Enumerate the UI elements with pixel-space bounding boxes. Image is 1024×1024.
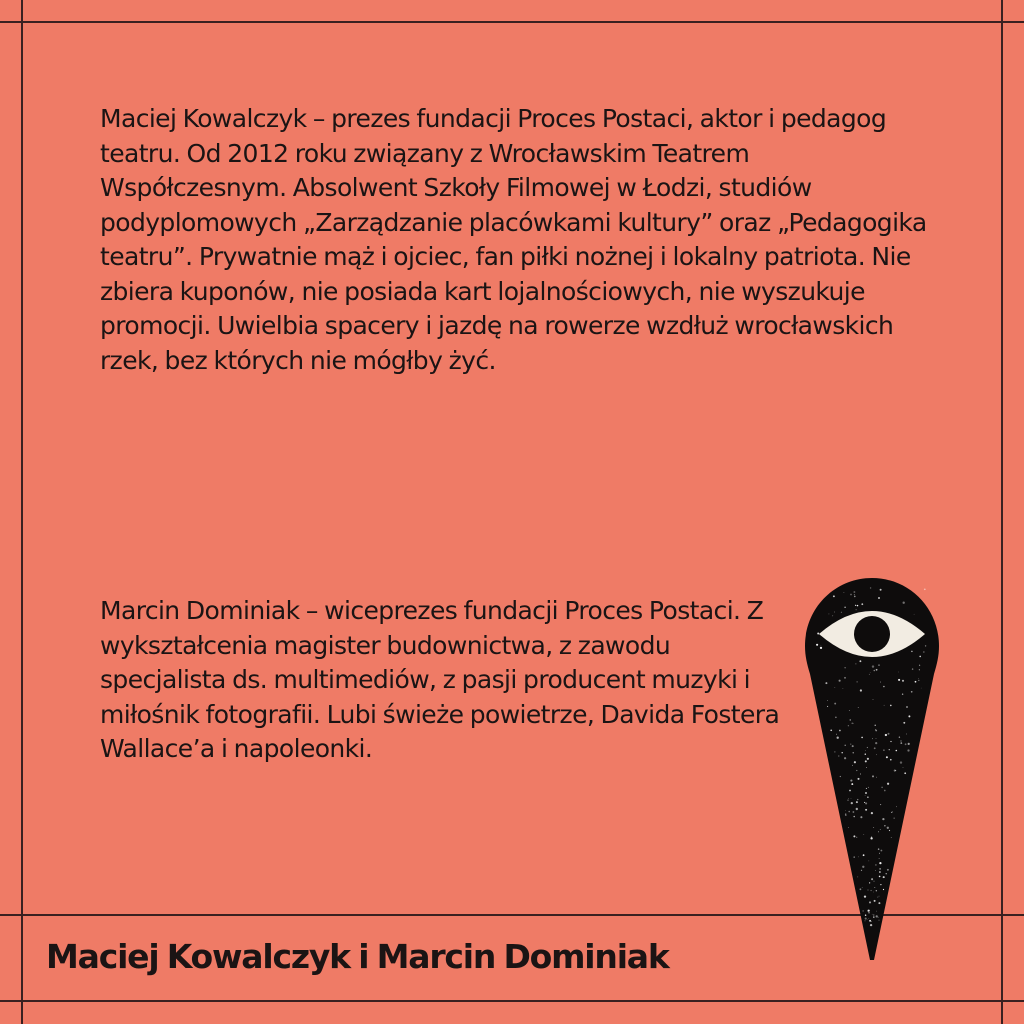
speckle [867,747,868,748]
speckle [885,734,887,736]
speckle [880,850,882,852]
speckle [852,745,854,747]
speckle [873,892,874,893]
speckle [834,612,835,613]
speckle [924,588,926,590]
speckle [875,864,877,866]
speckle [865,802,867,804]
speckle [836,734,837,735]
speckle [859,660,861,662]
speckle [865,753,866,754]
speckle [845,813,846,814]
speckle [879,858,880,859]
speckle [872,775,874,777]
frame-line-bottom [0,1000,1024,1002]
speckle [906,734,907,735]
speckle [904,772,906,774]
speckle [864,895,866,897]
speckle [856,609,857,610]
frame-line-left [21,0,23,1024]
speckle [851,802,853,804]
speckle [881,787,882,788]
speckle [856,837,857,838]
speckle [852,765,853,766]
speckle [873,699,874,700]
speckle [863,910,864,911]
speckle [918,678,919,679]
speckle [872,738,873,739]
speckle [868,912,869,913]
speckle [856,808,858,810]
speckle [856,801,858,803]
speckle [890,759,892,761]
speckle [834,687,835,688]
speckle [861,870,862,871]
speckle [873,916,874,917]
speckle [847,800,848,801]
speckle [853,835,855,837]
speckle [848,811,850,813]
speckle [870,587,871,588]
speckle [906,706,908,708]
speckle [833,595,835,597]
speckle [874,887,875,888]
speckle [853,816,855,818]
speckle [879,862,881,864]
bio-paragraph-marcin: Marcin Dominiak – wiceprezes fundacji Proces Postaci. Z wykształcenia magister budownictwa, z zawodu specjalista ds. multimediów, z pasji producent muzyki i miłośnik fotografii. Lubi świeże powietrze, Davida Fostera Wallace’a i napoleonki. [100,596,780,763]
speckle [876,777,877,778]
speckle [880,682,881,683]
speckle [874,747,876,749]
frame-line-right [1001,0,1003,1024]
speckle [902,693,903,694]
speckle [872,665,874,667]
speckle [886,873,887,874]
speckle [898,679,900,681]
speckle [844,757,846,759]
speckle [865,792,867,794]
speckle [848,725,849,726]
speckle [835,717,837,719]
speckle [887,827,889,829]
speckle [860,888,862,890]
speckle [834,703,836,705]
speckle [850,594,852,596]
speckle [860,774,861,775]
speckle [816,644,818,646]
speckle [844,607,846,609]
speckle [867,758,869,760]
speckle [865,795,866,796]
speckle [907,749,909,751]
eye-drop-icon [805,578,939,962]
speckle [923,651,924,652]
speckle [908,715,910,717]
speckle [889,830,890,831]
speckle [883,686,885,688]
speckle [900,761,902,763]
frame-line-top [0,21,1024,23]
speckle [905,743,907,745]
speckle [864,802,865,803]
speckle [817,633,819,635]
speckle [865,918,867,920]
speckle [855,663,856,664]
speckle [853,856,854,857]
speckle [820,647,822,649]
speckle [851,722,853,724]
speckle [878,902,880,904]
speckle [869,674,870,675]
speckle [880,829,881,830]
speckle [873,881,874,882]
speckle [849,710,850,711]
speckle [861,603,863,605]
speckle [857,778,859,780]
speckle [876,754,877,755]
speckle [873,670,875,672]
speckle [879,896,880,897]
speckle [875,725,876,726]
speckle [865,760,867,762]
speckle [869,920,871,922]
speckle [870,924,872,926]
speckle [858,856,859,857]
speckle [891,812,892,813]
speckle [884,705,885,706]
speckle [879,876,881,878]
speckle [878,920,879,921]
speckle [867,919,868,920]
speckle [857,681,858,682]
speckle [856,770,857,771]
speckle [880,804,881,805]
speckle [887,783,889,785]
speckle [839,680,841,682]
speckle [891,837,892,838]
speckle [900,740,901,741]
speckle [845,810,846,811]
speckle [903,722,905,724]
bio-paragraph-maciej: Maciej Kowalczyk – prezes fundacji Proces Postaci, aktor i pedagog teatru. Od 2012 roku związany z Wrocławskim Teatrem Współczesnym. Absolwent Szkoły Filmowej w Łodzi, studiów podyplomowych „Zarządzanie placówkami kultury” oraz „Pedagogika teatru”. Prywatnie mąż i ojciec, fan piłki nożnej i lokalny patriota. Nie zbiera kuponów, nie posiada kart lojalnościowych, nie wyszukuje promocji. Uwielbia spacery i jazdę na rowerze wzdłuż wrocławskich rzek, bez których nie mógłby żyć. [100,104,927,375]
speckle [902,680,904,682]
speckle [857,877,858,878]
speckle [857,605,858,606]
speckle [854,596,856,598]
speckle [867,796,868,797]
speckle [857,799,858,800]
speckle [868,918,869,919]
speckle [862,866,864,868]
speckle [853,752,854,753]
speckle [845,815,846,816]
speckle [890,705,892,707]
speckle [828,613,829,614]
speckle [876,911,877,912]
speckle [876,669,878,671]
speckle [850,744,851,745]
speckle [895,750,897,752]
speckle [865,914,866,915]
speckle [921,688,922,689]
speckle [866,788,867,789]
speckle [841,612,842,613]
speckle [883,876,885,878]
speckle [914,614,915,615]
speckle [908,743,910,745]
speckle [868,861,869,862]
speckle [892,811,893,812]
speckle [844,667,845,668]
speckle [821,645,822,646]
footer-title: Maciej Kowalczyk i Marcin Dominiak [46,937,669,976]
speckle [843,688,844,689]
speckle [855,605,856,606]
speckle [880,589,882,591]
speckle [911,651,913,653]
speckle [888,733,890,735]
speckle [844,745,845,746]
speckle [879,868,881,870]
speckle [832,615,833,616]
speckle [879,871,881,873]
speckle [878,831,879,832]
speckle [878,664,880,666]
speckle [844,677,846,679]
speckle [903,602,905,604]
speckle [865,809,867,811]
speckle [863,834,864,835]
speckle [827,700,828,701]
speckle [868,910,870,912]
speckle [877,897,878,898]
speckle [869,901,871,903]
speckle [871,812,873,814]
speckle [860,816,862,818]
speckle [837,737,839,739]
speckle [903,767,904,768]
speckle [868,787,869,788]
speckle [880,884,881,885]
speckle [851,783,853,785]
speckle [915,681,917,683]
speckle [875,742,877,744]
speckle [884,825,885,826]
speckle [838,755,839,756]
speckle [825,682,827,684]
speckle [860,689,862,691]
speckle [865,921,866,922]
speckle [843,592,844,593]
speckle [871,878,873,880]
speckle [873,827,874,828]
speckle [875,870,876,871]
speckle [840,776,841,777]
speckle [882,818,884,820]
speckle [876,890,877,891]
speckle [919,656,921,658]
speckle [849,790,851,792]
speckle [894,818,895,819]
speckle [890,741,891,742]
speckle [925,645,926,646]
speckle [879,853,880,854]
speckle [889,749,890,750]
speckle [862,887,863,888]
speckle [912,668,913,669]
speckle [919,665,920,666]
speckle [887,869,889,871]
speckle [866,767,867,768]
speckle [919,669,920,670]
speckle [874,900,876,902]
speckle [827,706,828,707]
speckle [848,798,849,799]
speckle [854,594,855,595]
speckle [899,736,900,737]
speckle [853,723,854,724]
speckle [830,729,832,731]
speckle [852,811,854,813]
speckle [867,889,868,890]
speckle [876,738,877,739]
speckle [875,729,876,730]
speckle [895,770,896,771]
speckle [870,890,871,891]
speckle [878,917,879,918]
speckle [854,761,856,763]
speckle [884,790,886,792]
speckle [848,827,849,828]
speckle [878,597,880,599]
speckle [898,672,899,673]
speckle [839,730,841,732]
speckle [863,854,865,856]
speckle [878,848,880,850]
speckle [871,921,872,922]
speckle [883,889,884,890]
speckle [853,591,855,593]
speckle [886,756,888,758]
speckle [900,742,902,744]
speckle [869,882,870,883]
speckle [850,719,851,720]
speckle [834,751,835,752]
speckle [870,672,871,673]
speckle [865,750,866,751]
speckle [861,737,863,739]
speckle [872,914,873,915]
speckle [873,914,874,915]
speckle [841,752,842,753]
speckle [896,806,897,807]
speckle [911,691,913,693]
speckle [858,707,859,708]
speckle [870,837,872,839]
speckle [883,749,885,751]
speckle [850,780,852,782]
speckle [876,915,878,917]
speckle [918,680,919,681]
speckle [851,798,852,799]
